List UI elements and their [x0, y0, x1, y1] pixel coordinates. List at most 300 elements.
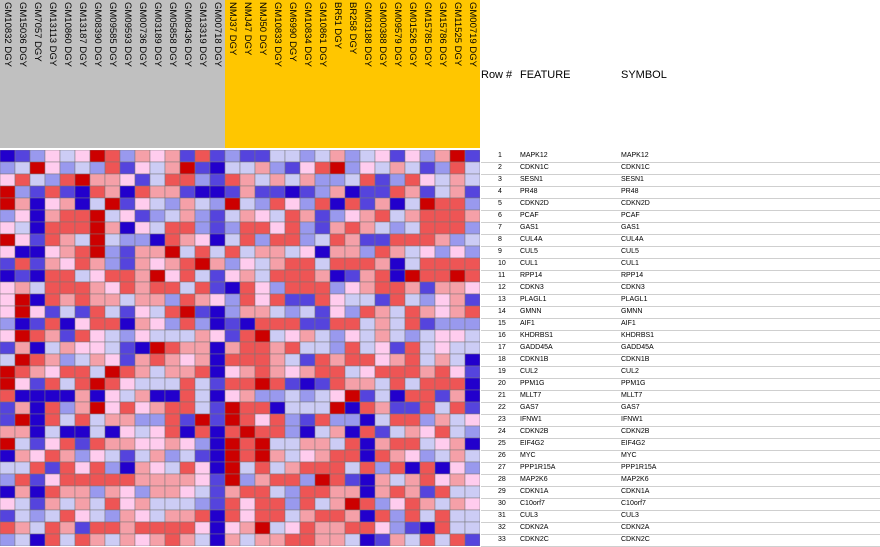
symbol-cell: SESN1 [621, 176, 644, 183]
symbol-cell: MLLT7 [621, 392, 643, 399]
heatmap-cell [450, 234, 465, 246]
symbol-cell: KHDRBS1 [621, 332, 655, 339]
heatmap-cell [330, 198, 345, 210]
heatmap-cell [45, 306, 60, 318]
heatmap-cell [240, 426, 255, 438]
heatmap-cell [120, 162, 135, 174]
heatmap-cell [240, 210, 255, 222]
heatmap-cell [360, 258, 375, 270]
heatmap-cell [105, 282, 120, 294]
heatmap-cell [390, 462, 405, 474]
row-number: 18 [498, 356, 506, 363]
heatmap-cell [405, 282, 420, 294]
heatmap-cell [255, 498, 270, 510]
heatmap-cell [90, 498, 105, 510]
heatmap-cell [165, 462, 180, 474]
column-label: GM10832 DGY [2, 2, 13, 67]
heatmap-cell [345, 318, 360, 330]
heatmap-cell [390, 522, 405, 534]
heatmap-cell [45, 426, 60, 438]
heatmap-cell [360, 306, 375, 318]
heatmap-cell [270, 426, 285, 438]
heatmap-cell [210, 450, 225, 462]
heatmap-cell [75, 438, 90, 450]
symbol-cell: MAP2K6 [621, 476, 649, 483]
heatmap-cell [105, 330, 120, 342]
heatmap-cell [75, 510, 90, 522]
heatmap-cell [270, 246, 285, 258]
heatmap-cell [360, 522, 375, 534]
heatmap-cell [405, 354, 420, 366]
heatmap-cell [240, 450, 255, 462]
heatmap-cell [300, 498, 315, 510]
heatmap-cell [405, 510, 420, 522]
heatmap-cell [435, 318, 450, 330]
heatmap-cell [420, 534, 435, 546]
heatmap-cell [465, 306, 480, 318]
heatmap-cell [225, 402, 240, 414]
heatmap-cell [255, 534, 270, 546]
heatmap-cell [435, 270, 450, 282]
heatmap-cell [315, 198, 330, 210]
heatmap-cell [225, 474, 240, 486]
heatmap-cell [435, 390, 450, 402]
heatmap-cell [135, 486, 150, 498]
heatmap-cell [345, 246, 360, 258]
heatmap-cell [270, 330, 285, 342]
heatmap-cell [180, 414, 195, 426]
heatmap-cell [360, 198, 375, 210]
row-number: 15 [498, 320, 506, 327]
heatmap-cell [405, 366, 420, 378]
heatmap-cell [15, 270, 30, 282]
heatmap-cell [120, 462, 135, 474]
heatmap-cell [255, 354, 270, 366]
heatmap-cell [240, 318, 255, 330]
heatmap-cell [195, 450, 210, 462]
heatmap-cell [315, 294, 330, 306]
heatmap-cell [450, 318, 465, 330]
heatmap-cell [225, 258, 240, 270]
heatmap-cell [450, 366, 465, 378]
heatmap-cell [105, 450, 120, 462]
heatmap-cell [330, 174, 345, 186]
heatmap-cell [285, 366, 300, 378]
heatmap-cell [45, 354, 60, 366]
heatmap-cell [30, 246, 45, 258]
heatmap-cell [345, 162, 360, 174]
heatmap-cell [15, 174, 30, 186]
heatmap-cell [330, 282, 345, 294]
heatmap-cell [210, 150, 225, 162]
heatmap-cell [270, 186, 285, 198]
heatmap-cell [405, 318, 420, 330]
heatmap-cell [135, 186, 150, 198]
heatmap-cell [105, 162, 120, 174]
heatmap-cell [465, 318, 480, 330]
heatmap-cell [45, 438, 60, 450]
heatmap-cell [375, 498, 390, 510]
heatmap-cell [360, 414, 375, 426]
heatmap-cell [240, 390, 255, 402]
heatmap-cell [135, 402, 150, 414]
heatmap-cell [150, 246, 165, 258]
feature-cell: CDKN2A [520, 524, 549, 531]
heatmap-cell [60, 426, 75, 438]
heatmap-cell [270, 270, 285, 282]
row-number: 32 [498, 524, 506, 531]
heatmap-cell [315, 402, 330, 414]
column-label: GM10833 DGY [272, 2, 283, 67]
heatmap-cell [195, 390, 210, 402]
heatmap-cell [210, 498, 225, 510]
heatmap-cell [240, 162, 255, 174]
heatmap-cell [435, 522, 450, 534]
heatmap-cell [330, 390, 345, 402]
heatmap-cell [60, 462, 75, 474]
heatmap-cell [255, 246, 270, 258]
heatmap-cell [285, 294, 300, 306]
heatmap-cell [90, 426, 105, 438]
heatmap-cell [435, 378, 450, 390]
heatmap-cell [360, 234, 375, 246]
heatmap-cell [345, 234, 360, 246]
heatmap-cell [195, 426, 210, 438]
heatmap-cell [105, 462, 120, 474]
symbol-cell: PLAGL1 [621, 296, 648, 303]
heatmap-cell [375, 198, 390, 210]
heatmap-cell [465, 354, 480, 366]
heatmap-cell [210, 402, 225, 414]
heatmap-cell [60, 318, 75, 330]
feature-cell: GADD45A [520, 344, 553, 351]
heatmap-cell [165, 150, 180, 162]
heatmap-cell [270, 318, 285, 330]
heatmap-cell [120, 306, 135, 318]
heatmap-cell [345, 342, 360, 354]
heatmap-cell [285, 522, 300, 534]
heatmap-cell [315, 450, 330, 462]
heatmap-cell [330, 186, 345, 198]
row-number: 30 [498, 500, 506, 507]
feature-cell: CUL5 [520, 248, 538, 255]
heatmap-cell [165, 162, 180, 174]
heatmap-cell [15, 162, 30, 174]
heatmap-cell [360, 474, 375, 486]
heatmap-cell [375, 174, 390, 186]
heatmap-cell [360, 450, 375, 462]
heatmap-cell [165, 354, 180, 366]
heatmap-cell [0, 534, 15, 546]
column-label: GM08390 DGY [92, 2, 103, 67]
column-label: NMJ47 DGY [242, 2, 253, 56]
heatmap-cell [315, 534, 330, 546]
row-number: 20 [498, 380, 506, 387]
heatmap-cell [285, 474, 300, 486]
heatmap-cell [150, 198, 165, 210]
heatmap-cell [150, 234, 165, 246]
heatmap-cell [285, 462, 300, 474]
heatmap-cell [240, 330, 255, 342]
heatmap-cell [330, 258, 345, 270]
heatmap-cell [240, 150, 255, 162]
heatmap-cell [375, 258, 390, 270]
heatmap-cell [60, 222, 75, 234]
feature-header: FEATURE [520, 69, 571, 81]
heatmap-cell [360, 438, 375, 450]
heatmap-cell [90, 198, 105, 210]
heatmap-cell [90, 186, 105, 198]
row-number: 27 [498, 464, 506, 471]
heatmap-cell [360, 402, 375, 414]
heatmap-cell [150, 486, 165, 498]
heatmap-cell [45, 510, 60, 522]
heatmap-cell [180, 294, 195, 306]
heatmap-cell [120, 510, 135, 522]
heatmap-cell [360, 462, 375, 474]
heatmap-cell [135, 414, 150, 426]
heatmap-cell [165, 426, 180, 438]
column-label: GM10834 DGY [302, 2, 313, 67]
heatmap-cell [450, 306, 465, 318]
heatmap-cell [15, 258, 30, 270]
heatmap-cell [45, 246, 60, 258]
heatmap-cell [450, 162, 465, 174]
heatmap-cell [405, 270, 420, 282]
feature-cell: CUL1 [520, 260, 538, 267]
heatmap-cell [30, 342, 45, 354]
heatmap-cell [150, 414, 165, 426]
heatmap-cell [90, 486, 105, 498]
row-number: 6 [498, 212, 502, 219]
heatmap-cell [15, 486, 30, 498]
heatmap-cell [15, 450, 30, 462]
heatmap-cell [90, 354, 105, 366]
row-number: 24 [498, 428, 506, 435]
heatmap-cell [150, 318, 165, 330]
heatmap-cell [375, 510, 390, 522]
heatmap-cell [345, 522, 360, 534]
heatmap-cell [150, 162, 165, 174]
feature-cell: MLLT7 [520, 392, 542, 399]
feature-cell: MAP2K6 [520, 476, 548, 483]
heatmap-cell [300, 210, 315, 222]
column-label: GM00719 DGY [467, 2, 478, 67]
symbol-cell: PR48 [621, 188, 639, 195]
heatmap-cell [270, 354, 285, 366]
heatmap-cell [15, 438, 30, 450]
heatmap-cell [180, 234, 195, 246]
heatmap-cell [450, 522, 465, 534]
heatmap-cell [345, 354, 360, 366]
symbol-cell: CDKN2B [621, 428, 650, 435]
heatmap-cell [75, 198, 90, 210]
heatmap-cell [270, 534, 285, 546]
heatmap-cell [90, 270, 105, 282]
heatmap-cell [345, 426, 360, 438]
heatmap-cell [30, 186, 45, 198]
row-number: 21 [498, 392, 506, 399]
heatmap-cell [375, 402, 390, 414]
heatmap-cell [30, 486, 45, 498]
heatmap-cell [60, 342, 75, 354]
heatmap-cell [105, 390, 120, 402]
heatmap-cell [270, 510, 285, 522]
heatmap-cell [465, 402, 480, 414]
heatmap-cell [150, 330, 165, 342]
heatmap-cell [15, 414, 30, 426]
heatmap-cell [300, 414, 315, 426]
heatmap-cell [75, 534, 90, 546]
heatmap-cell [195, 366, 210, 378]
heatmap-cell [195, 342, 210, 354]
heatmap-cell [330, 342, 345, 354]
heatmap-cell [60, 294, 75, 306]
heatmap-cell [270, 282, 285, 294]
heatmap-cell [390, 210, 405, 222]
heatmap-cell [450, 378, 465, 390]
heatmap-cell [405, 198, 420, 210]
heatmap-cell [165, 258, 180, 270]
heatmap-cell [405, 474, 420, 486]
heatmap-cell [180, 438, 195, 450]
heatmap-cell [405, 426, 420, 438]
heatmap-cell [435, 354, 450, 366]
heatmap-cell [255, 306, 270, 318]
heatmap-cell [30, 210, 45, 222]
heatmap-cell [60, 246, 75, 258]
heatmap-cell [450, 174, 465, 186]
heatmap-cell [420, 150, 435, 162]
heatmap-cell [210, 318, 225, 330]
heatmap-cell [210, 306, 225, 318]
heatmap-cell [240, 522, 255, 534]
heatmap-cell [195, 258, 210, 270]
heatmap-cell [285, 186, 300, 198]
heatmap-cell [75, 342, 90, 354]
heatmap-cell [300, 306, 315, 318]
symbol-cell: CDKN1A [621, 488, 650, 495]
feature-cell: CUL2 [520, 368, 538, 375]
heatmap-cell [0, 234, 15, 246]
heatmap-cell [375, 234, 390, 246]
heatmap-cell [285, 282, 300, 294]
heatmap-cell [150, 462, 165, 474]
heatmap-cell [240, 474, 255, 486]
heatmap-cell [30, 414, 45, 426]
heatmap-cell [45, 318, 60, 330]
symbol-cell: GMNN [621, 308, 643, 315]
heatmap-cell [405, 174, 420, 186]
heatmap-cell [390, 438, 405, 450]
heatmap-cell [75, 378, 90, 390]
heatmap-cell [390, 306, 405, 318]
heatmap-cell [225, 414, 240, 426]
heatmap-cell [375, 294, 390, 306]
heatmap-cell [30, 510, 45, 522]
heatmap-cell [120, 174, 135, 186]
heatmap-cell [420, 222, 435, 234]
heatmap-cell [180, 486, 195, 498]
heatmap-cell [0, 378, 15, 390]
heatmap-cell [450, 462, 465, 474]
heatmap-cell [45, 402, 60, 414]
heatmap-cell [195, 378, 210, 390]
heatmap-cell [195, 270, 210, 282]
heatmap-cell [180, 510, 195, 522]
heatmap-cell [180, 522, 195, 534]
heatmap-cell [315, 234, 330, 246]
heatmap-cell [210, 234, 225, 246]
heatmap-cell [180, 366, 195, 378]
heatmap-cell [195, 282, 210, 294]
heatmap-cell [90, 438, 105, 450]
row-number: 28 [498, 476, 506, 483]
heatmap-cell [390, 534, 405, 546]
feature-cell: GAS7 [520, 404, 539, 411]
heatmap-cell [120, 390, 135, 402]
heatmap-cell [120, 534, 135, 546]
heatmap-cell [150, 534, 165, 546]
heatmap-cell [15, 318, 30, 330]
symbol-cell: PPP1R15A [621, 464, 657, 471]
heatmap-cell [270, 306, 285, 318]
heatmap-cell [240, 306, 255, 318]
heatmap-cell [435, 258, 450, 270]
heatmap-cell [345, 474, 360, 486]
column-label: GM05858 DGY [167, 2, 178, 67]
heatmap-cell [375, 390, 390, 402]
heatmap-cell [60, 390, 75, 402]
heatmap-cell [240, 174, 255, 186]
heatmap-cell [420, 450, 435, 462]
heatmap-cell [345, 390, 360, 402]
heatmap-cell [225, 534, 240, 546]
heatmap-cell [465, 510, 480, 522]
heatmap-cell [420, 330, 435, 342]
heatmap-cell [435, 414, 450, 426]
heatmap-cell [390, 294, 405, 306]
heatmap-cell [45, 390, 60, 402]
heatmap-cell [345, 486, 360, 498]
heatmap-cell [135, 366, 150, 378]
heatmap-cell [315, 318, 330, 330]
heatmap-cell [255, 450, 270, 462]
heatmap-cell [180, 222, 195, 234]
heatmap-cell [435, 330, 450, 342]
heatmap-cell [330, 366, 345, 378]
heatmap-cell [255, 174, 270, 186]
heatmap-cell [360, 222, 375, 234]
heatmap-cell [255, 330, 270, 342]
heatmap-cell [165, 210, 180, 222]
heatmap-cell [120, 258, 135, 270]
heatmap-cell [375, 486, 390, 498]
column-label: NMJ37 DGY [227, 2, 238, 56]
heatmap-cell [375, 162, 390, 174]
heatmap-cell [465, 282, 480, 294]
heatmap-cell [0, 366, 15, 378]
heatmap-cell [360, 174, 375, 186]
heatmap-cell [120, 498, 135, 510]
heatmap-cell [360, 318, 375, 330]
heatmap-cell [120, 222, 135, 234]
heatmap-cell [60, 450, 75, 462]
heatmap-cell [120, 282, 135, 294]
heatmap-cell [435, 474, 450, 486]
heatmap-cell [30, 498, 45, 510]
heatmap-cell [195, 498, 210, 510]
